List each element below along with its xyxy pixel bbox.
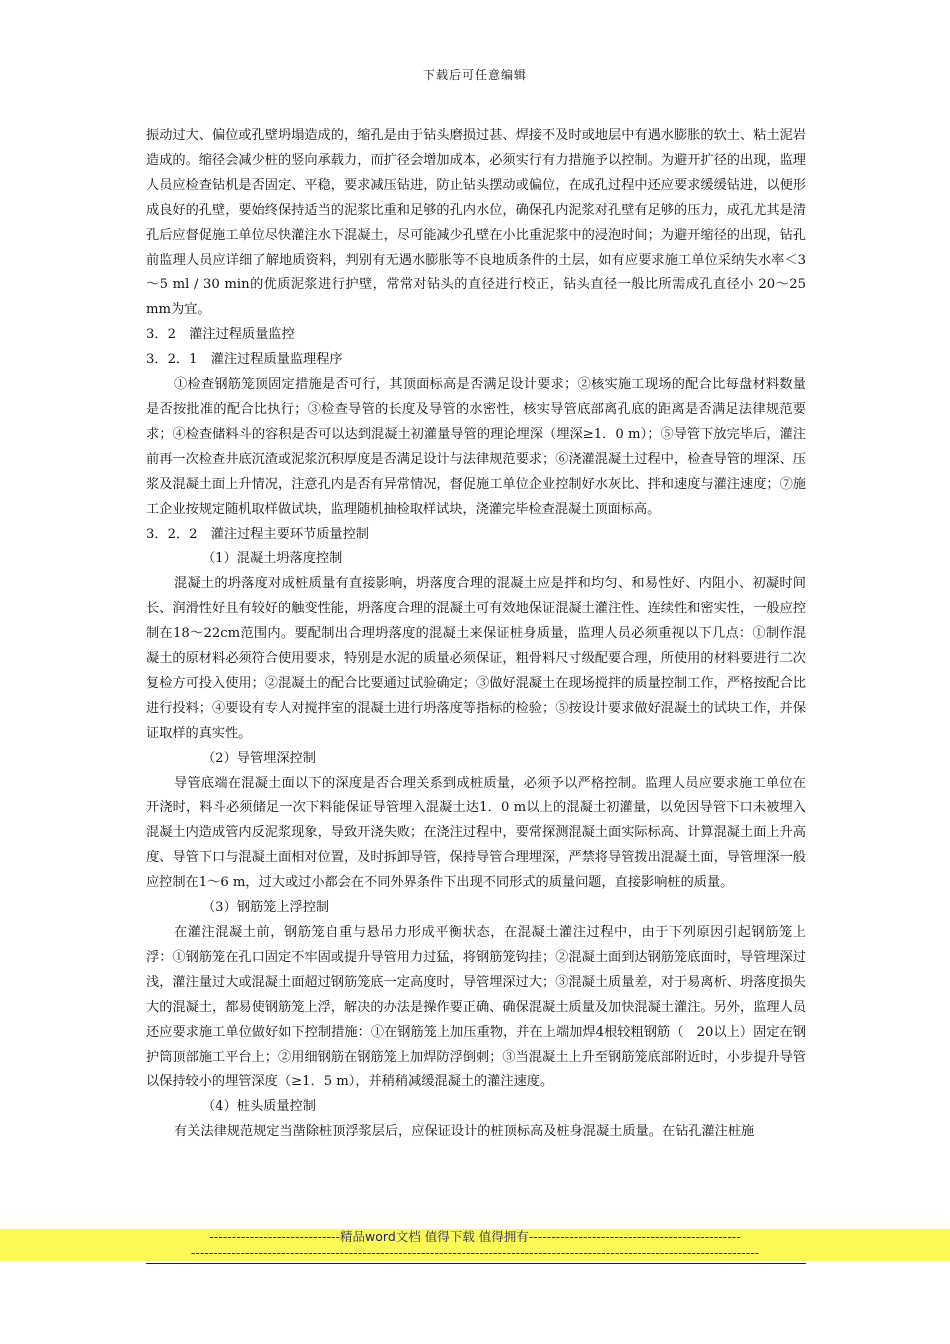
page-header: 下载后可任意编辑 bbox=[422, 68, 527, 82]
paragraph: 混凝土的坍落度对成桩质量有直接影响，坍落度合理的混凝土应是拌和均匀、和易性好、内阻小、初凝时间长、润滑性好且有较好的触变性能，坍落度合理的混凝土可有效地保证混凝土灌注性、连续性和密实性，一般应控制在18～22cm范围内。要配制出合理坍落度的混凝土来保证桩身质量，监理人员必须重视以下几点：①制作混凝土的原材料必须符合使用要求，特别是水泥的质量必须保证，粗骨料尺寸级配要合理，所使用的材料要进行二次复检方可投入使用；②混凝土的配合比要通过试验确定；③做好混凝土在现场搅拌的质量控制工作，严格按配合比进行投料；④要设有专人对搅拌室的混凝土进行坍落度等指标的检验；⑤按设计要求做好混凝土的试块工作，并保证取样的真实性。 bbox=[146, 576, 806, 741]
footer-banner-line bbox=[0, 1245, 950, 1261]
footer-banner-line bbox=[0, 1229, 950, 1245]
paragraph: 在灌注混凝土前，钢筋笼自重与悬吊力形成平衡状态，在混凝土灌注过程中，由于下列原因引起钢筋笼上浮：①钢筋笼在孔口固定不牢固或提升导管用力过猛，将钢筋笼钩挂；②混凝土面到达钢筋笼底面时，导管埋深过浅，灌注量过大或混凝土面超过钢筋笼底一定高度时，导管埋深过大；③混凝土质量差，对于易离析、坍落度损失大的混凝土，都易使钢筋笼上浮，解决的办法是操作要正确、确保混凝土质量及加快混凝土灌注。另外，监理人员还应要求施工单位做好如下控制措施：①在钢筋笼上加压重物，并在上端加焊4根较粗钢筋（ 20以上）固定在钢护筒顶部施工平台上；②用细钢筋在钢筋笼上加焊防浮倒刺；③当混凝土上升至钢筋笼底部附近时，小步提升导管以保持较小的埋管深度（≥1．5 m），并稍稍减缓混凝土的灌注速度。 bbox=[146, 925, 806, 1090]
subsection-heading: 3．2．2 灌注过程主要环节质量控制 bbox=[146, 526, 369, 542]
item-heading: （4）桩头质量控制 bbox=[202, 1099, 316, 1115]
item-heading: （1）混凝土坍落度控制 bbox=[202, 551, 343, 567]
paragraph: ①检查钢筋笼顶固定措施是否可行，其顶面标高是否满足设计要求；②核实施工现场的配合比每盘材料数量是否按批准的配合比执行；③检查导管的长度及导管的水密性，核实导管底部离孔底的距离是否满足法律规范要求；④检查储料斗的容积是否可以达到混凝土初灌量导管的理论埋深（埋深≥1．0 m）；⑤导管下放完毕后，灌注前再一次检查井底沉渣或泥浆沉积厚度是否满足设计与法律规范要求；⑥浇灌混凝土过程中，检查导管的埋深、压浆及混凝土面上升情况，注意孔内是否有异常情况，督促施工单位企业控制好水灰比、拌和速度与灌注速度；⑦施工企业按规定随机取样做试块，监理随机抽检取样试块，浇灌完毕检查混凝土顶面标高。 bbox=[146, 377, 806, 517]
footer-divider bbox=[146, 1263, 806, 1264]
item-heading: （3）钢筋笼上浮控制 bbox=[202, 900, 330, 916]
paragraph: 振动过大、偏位或孔壁坍塌造成的，缩孔是由于钻头磨损过甚、焊接不及时或地层中有遇水膨胀的软土、粘土泥岩造成的。缩径会减少桩的竖向承载力，而扩径会增加成本，必须实行有力措施予以控制。为避开扩径的出现，监理人员应检查钻机是否固定、平稳，要求减压钻进，防止钻头摆动或偏位，在成孔过程中还应要求缓缓钻进，以便形成良好的孔壁，要始终保持适当的泥浆比重和足够的孔内水位，确保孔内泥浆对孔壁有足够的压力，成孔尤其是清孔后应督促施工单位尽快灌注水下混凝土，尽可能减少孔壁在小比重泥浆中的浸泡时间；为避开缩径的出现，钻孔前监理人员应详细了解地质资料，判别有无遇水膨胀等不良地质条件的土层，如有应要求施工单位采纳失水率＜3～5 ml / 30 min的优质泥浆进行护壁，常常对钻头的直径进行校正，钻头直径一般比所需成孔直径小 20～25 mm为宜。 bbox=[146, 128, 806, 318]
paragraph: 导管底端在混凝土面以下的深度是否合理关系到成桩质量，必须予以严格控制。监理人员应要求施工单位在开浇时，料斗必须储足一次下料能保证导管埋入混凝土达1．0 m以上的混凝土初灌量，以免因导管下口未被埋入混凝土内造成管内反泥浆现象，导致开浇失败；在浇注过程中，要常探测混凝土面实际标高、计算混凝土面上升高度、导管下口与混凝土面相对位置，及时拆卸导管，保持导管合理埋深，严禁将导管拨出混凝土面，导管埋深一般应控制在1～6 m，过大或过小都会在不同外界条件下出现不同形式的质量问题，直接影响桩的质量。 bbox=[146, 775, 806, 891]
item-heading: （2）导管埋深控制 bbox=[202, 750, 316, 766]
footer-banner bbox=[0, 1229, 950, 1277]
footer-banner-dashes: ------------------------------------------------------------------------------------------------------------------------------ bbox=[190, 1245, 760, 1260]
footer-banner-text: -----------------------------精品word文档 值得下载 值得拥有----------------------------------------------- bbox=[209, 1229, 741, 1244]
subsection-heading: 3．2．1 灌注过程质量监理程序 bbox=[146, 352, 343, 368]
section-heading: 3．2 灌注过程质量监控 bbox=[146, 327, 295, 343]
paragraph: 有关法律规范规定当凿除桩顶浮浆层后，应保证设计的桩顶标高及桩身混凝土质量。在钻孔灌注桩施 bbox=[174, 1124, 755, 1140]
document-body bbox=[146, 124, 806, 1145]
